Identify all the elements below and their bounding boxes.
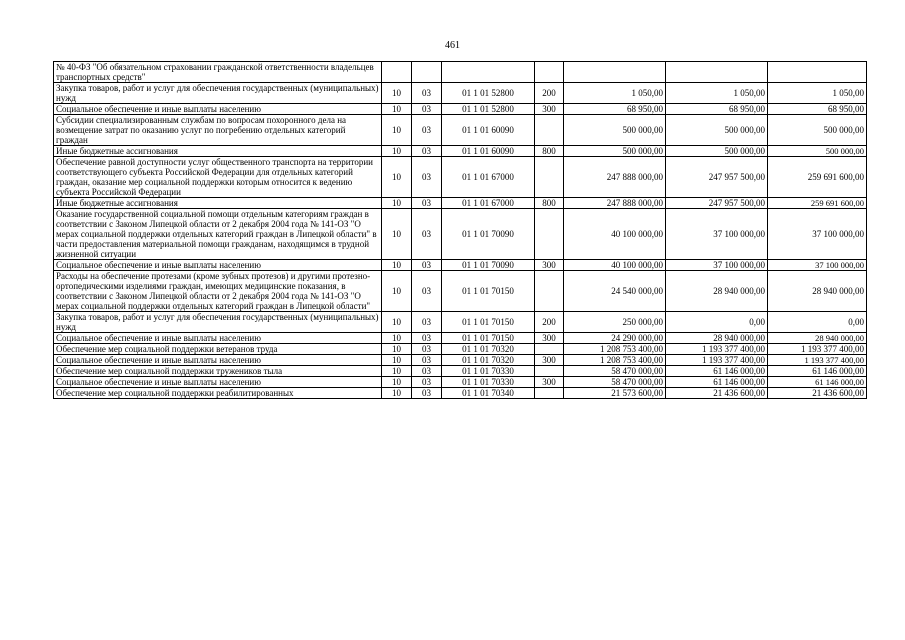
row-sum-2: 1 050,00 bbox=[666, 83, 768, 104]
row-sum-1: 500 000,00 bbox=[564, 115, 666, 146]
table-row bbox=[54, 312, 867, 333]
row-sum-1: 58 470 000,00 bbox=[564, 366, 666, 377]
row-csr: 01 1 01 70320 bbox=[442, 344, 535, 355]
row-rz: 10 bbox=[382, 377, 412, 388]
row-pr: 03 bbox=[412, 209, 442, 260]
row-csr: 01 1 01 70090 bbox=[442, 260, 535, 271]
row-sum-2: 247 957 500,00 bbox=[666, 198, 768, 209]
row-sum-3: 1 193 377 400,00 bbox=[768, 355, 867, 366]
row-vr: 200 bbox=[535, 83, 564, 104]
row-sum-2: 1 193 377 400,00 bbox=[666, 344, 768, 355]
table-row bbox=[54, 271, 867, 312]
row-pr: 03 bbox=[412, 115, 442, 146]
row-sum-1: 1 050,00 bbox=[564, 83, 666, 104]
row-vr bbox=[535, 209, 564, 260]
row-sum-3: 28 940 000,00 bbox=[768, 333, 867, 344]
row-name: Обеспечение мер социальной поддержки ветеранов труда bbox=[54, 344, 382, 355]
table-row bbox=[54, 146, 867, 157]
row-vr bbox=[535, 157, 564, 198]
row-sum-3: 500 000,00 bbox=[768, 115, 867, 146]
row-vr: 300 bbox=[535, 333, 564, 344]
row-sum-3: 61 146 000,00 bbox=[768, 377, 867, 388]
row-csr: 01 1 01 60090 bbox=[442, 146, 535, 157]
row-csr: 01 1 01 52800 bbox=[442, 83, 535, 104]
row-vr bbox=[535, 62, 564, 83]
row-sum-3: 259 691 600,00 bbox=[768, 157, 867, 198]
row-sum-2: 61 146 000,00 bbox=[666, 377, 768, 388]
row-name: Оказание государственной социальной помощи отдельным категориям граждан в соответствии с Законом Липецкой области от 2 декабря 2004 года № 141-ОЗ "О мерах социальной поддержки отдельных категорий граждан в Липецкой области" в части предоставления материальной помощи гражданам, находящимся в трудной жизненной ситуации bbox=[54, 209, 382, 260]
row-pr: 03 bbox=[412, 83, 442, 104]
row-csr: 01 1 01 70150 bbox=[442, 312, 535, 333]
row-rz: 10 bbox=[382, 344, 412, 355]
budget-table-body bbox=[54, 62, 867, 399]
row-name: Иные бюджетные ассигнования bbox=[54, 198, 382, 209]
row-rz bbox=[382, 62, 412, 83]
row-rz: 10 bbox=[382, 115, 412, 146]
table-row bbox=[54, 209, 867, 260]
row-csr: 01 1 01 70150 bbox=[442, 333, 535, 344]
row-name: № 40-ФЗ "Об обязательном страховании гражданской ответственности владельцев транспортных средств" bbox=[54, 62, 382, 83]
row-sum-2: 247 957 500,00 bbox=[666, 157, 768, 198]
row-name: Расходы на обеспечение протезами (кроме зубных протезов) и другими протезно-ортопедическими изделиями граждан, имеющих медицинские показания, в соответствии с Законом Липецкой области от 2 декабря 2004 года № 141-ОЗ "О мерах социальной поддержки отдельных категорий граждан в Липецкой области" bbox=[54, 271, 382, 312]
row-sum-1: 58 470 000,00 bbox=[564, 377, 666, 388]
row-pr: 03 bbox=[412, 366, 442, 377]
row-sum-3: 21 436 600,00 bbox=[768, 388, 867, 399]
row-sum-2: 500 000,00 bbox=[666, 115, 768, 146]
table-row bbox=[54, 157, 867, 198]
row-sum-3: 1 050,00 bbox=[768, 83, 867, 104]
row-name: Социальное обеспечение и иные выплаты населению bbox=[54, 333, 382, 344]
row-name: Социальное обеспечение и иные выплаты населению bbox=[54, 355, 382, 366]
row-sum-1: 21 573 600,00 bbox=[564, 388, 666, 399]
row-csr: 01 1 01 67000 bbox=[442, 198, 535, 209]
row-csr: 01 1 01 67000 bbox=[442, 157, 535, 198]
row-vr: 800 bbox=[535, 198, 564, 209]
row-name: Иные бюджетные ассигнования bbox=[54, 146, 382, 157]
row-csr: 01 1 01 70320 bbox=[442, 355, 535, 366]
row-sum-3: 500 000,00 bbox=[768, 146, 867, 157]
row-rz: 10 bbox=[382, 157, 412, 198]
table-row bbox=[54, 377, 867, 388]
row-rz: 10 bbox=[382, 355, 412, 366]
row-name: Обеспечение мер социальной поддержки тружеников тыла bbox=[54, 366, 382, 377]
row-csr: 01 1 01 70340 bbox=[442, 388, 535, 399]
table-row bbox=[54, 83, 867, 104]
row-vr: 300 bbox=[535, 260, 564, 271]
row-sum-1: 24 540 000,00 bbox=[564, 271, 666, 312]
table-row bbox=[54, 62, 867, 83]
row-rz: 10 bbox=[382, 260, 412, 271]
row-pr: 03 bbox=[412, 312, 442, 333]
row-sum-1: 24 290 000,00 bbox=[564, 333, 666, 344]
row-name: Закупка товаров, работ и услуг для обеспечения государственных (муниципальных) нужд bbox=[54, 83, 382, 104]
row-sum-1: 247 888 000,00 bbox=[564, 157, 666, 198]
row-vr bbox=[535, 271, 564, 312]
row-rz: 10 bbox=[382, 198, 412, 209]
row-sum-3: 1 193 377 400,00 bbox=[768, 344, 867, 355]
table-row bbox=[54, 104, 867, 115]
row-sum-2: 1 193 377 400,00 bbox=[666, 355, 768, 366]
row-sum-2: 0,00 bbox=[666, 312, 768, 333]
row-pr: 03 bbox=[412, 344, 442, 355]
row-sum-2: 28 940 000,00 bbox=[666, 333, 768, 344]
table-row bbox=[54, 355, 867, 366]
row-sum-2: 28 940 000,00 bbox=[666, 271, 768, 312]
row-pr: 03 bbox=[412, 104, 442, 115]
row-sum-3: 259 691 600,00 bbox=[768, 198, 867, 209]
row-sum-3: 68 950,00 bbox=[768, 104, 867, 115]
row-name: Обеспечение мер социальной поддержки реабилитированных bbox=[54, 388, 382, 399]
row-vr: 200 bbox=[535, 312, 564, 333]
table-row bbox=[54, 344, 867, 355]
row-pr: 03 bbox=[412, 333, 442, 344]
row-pr bbox=[412, 62, 442, 83]
budget-table bbox=[53, 61, 867, 399]
page-number: 461 bbox=[445, 40, 460, 51]
row-sum-2: 37 100 000,00 bbox=[666, 260, 768, 271]
row-sum-3 bbox=[768, 62, 867, 83]
row-vr bbox=[535, 115, 564, 146]
row-sum-3: 37 100 000,00 bbox=[768, 209, 867, 260]
table-row bbox=[54, 198, 867, 209]
row-rz: 10 bbox=[382, 104, 412, 115]
row-name: Закупка товаров, работ и услуг для обеспечения государственных (муниципальных) нужд bbox=[54, 312, 382, 333]
row-sum-2 bbox=[666, 62, 768, 83]
row-sum-1: 40 100 000,00 bbox=[564, 209, 666, 260]
row-sum-2: 500 000,00 bbox=[666, 146, 768, 157]
row-rz: 10 bbox=[382, 271, 412, 312]
row-sum-1: 247 888 000,00 bbox=[564, 198, 666, 209]
row-rz: 10 bbox=[382, 366, 412, 377]
table-row bbox=[54, 115, 867, 146]
row-vr: 300 bbox=[535, 377, 564, 388]
row-sum-1: 500 000,00 bbox=[564, 146, 666, 157]
row-vr: 300 bbox=[535, 104, 564, 115]
row-sum-3: 61 146 000,00 bbox=[768, 366, 867, 377]
row-pr: 03 bbox=[412, 271, 442, 312]
row-rz: 10 bbox=[382, 312, 412, 333]
row-vr bbox=[535, 388, 564, 399]
row-sum-2: 21 436 600,00 bbox=[666, 388, 768, 399]
row-name: Обеспечение равной доступности услуг общественного транспорта на территории соответствующего субъекта Российской Федерации для отдельных категорий граждан, оказание мер социальной поддержки которым относится к ведению субъекта Российской Федерации bbox=[54, 157, 382, 198]
row-pr: 03 bbox=[412, 377, 442, 388]
row-rz: 10 bbox=[382, 83, 412, 104]
row-rz: 10 bbox=[382, 146, 412, 157]
row-sum-1: 40 100 000,00 bbox=[564, 260, 666, 271]
row-rz: 10 bbox=[382, 209, 412, 260]
row-pr: 03 bbox=[412, 388, 442, 399]
row-csr: 01 1 01 60090 bbox=[442, 115, 535, 146]
row-name: Социальное обеспечение и иные выплаты населению bbox=[54, 260, 382, 271]
row-pr: 03 bbox=[412, 260, 442, 271]
row-name: Социальное обеспечение и иные выплаты населению bbox=[54, 377, 382, 388]
row-name: Социальное обеспечение и иные выплаты населению bbox=[54, 104, 382, 115]
row-csr: 01 1 01 70330 bbox=[442, 377, 535, 388]
table-row bbox=[54, 366, 867, 377]
row-vr: 800 bbox=[535, 146, 564, 157]
row-csr: 01 1 01 70090 bbox=[442, 209, 535, 260]
row-sum-1: 1 208 753 400,00 bbox=[564, 344, 666, 355]
row-sum-1: 250 000,00 bbox=[564, 312, 666, 333]
row-sum-3: 37 100 000,00 bbox=[768, 260, 867, 271]
row-name: Субсидии специализированным службам по вопросам похоронного дела на возмещение затрат по оказанию услуг по погребению отдельных категорий граждан bbox=[54, 115, 382, 146]
table-row bbox=[54, 260, 867, 271]
row-vr: 300 bbox=[535, 355, 564, 366]
row-csr: 01 1 01 52800 bbox=[442, 104, 535, 115]
row-rz: 10 bbox=[382, 388, 412, 399]
row-rz: 10 bbox=[382, 333, 412, 344]
row-sum-1: 1 208 753 400,00 bbox=[564, 355, 666, 366]
row-sum-1 bbox=[564, 62, 666, 83]
row-sum-3: 28 940 000,00 bbox=[768, 271, 867, 312]
row-pr: 03 bbox=[412, 157, 442, 198]
row-sum-3: 0,00 bbox=[768, 312, 867, 333]
row-vr bbox=[535, 344, 564, 355]
row-pr: 03 bbox=[412, 198, 442, 209]
row-sum-2: 68 950,00 bbox=[666, 104, 768, 115]
row-vr bbox=[535, 366, 564, 377]
table-row bbox=[54, 333, 867, 344]
row-csr: 01 1 01 70150 bbox=[442, 271, 535, 312]
table-row bbox=[54, 388, 867, 399]
row-csr bbox=[442, 62, 535, 83]
row-pr: 03 bbox=[412, 355, 442, 366]
row-sum-2: 37 100 000,00 bbox=[666, 209, 768, 260]
row-sum-2: 61 146 000,00 bbox=[666, 366, 768, 377]
row-csr: 01 1 01 70330 bbox=[442, 366, 535, 377]
row-sum-1: 68 950,00 bbox=[564, 104, 666, 115]
row-pr: 03 bbox=[412, 146, 442, 157]
